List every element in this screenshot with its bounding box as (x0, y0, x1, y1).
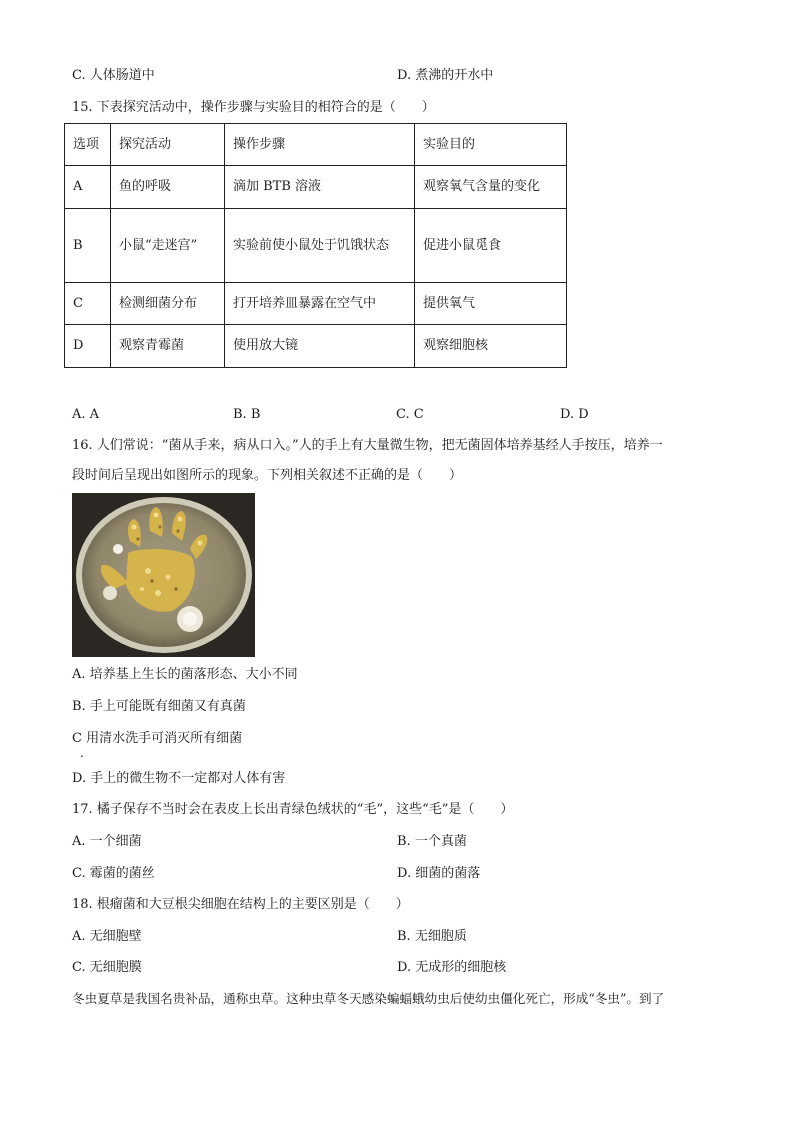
table-header-cell: 选项 (65, 124, 111, 166)
q16-option-d: D. 手上的微生物不一定都对人体有害 (72, 771, 286, 786)
q15-option-b: B. B (233, 407, 261, 422)
table-row (65, 283, 567, 325)
table-header-cell: 探究活动 (111, 124, 225, 166)
q14-option-d: D. 煮沸的开水中 (397, 68, 494, 83)
table-cell: 检测细菌分布 (111, 283, 225, 325)
passage-line1: 冬虫夏草是我国名贵补品，通称虫草。这种虫草冬天感染蝙蝠蛾幼虫后使幼虫僵化死亡，形成“冬虫”。到了 (72, 991, 665, 1006)
table-row (65, 209, 567, 283)
petri-dish-handprint-image (72, 493, 255, 657)
q16-stem-line1: 16. 人们常说：“菌从手来，病从口入。”人的手上有大量微生物，把无菌固体培养基经人手按压，培养一 (72, 438, 663, 453)
table-header-row (65, 124, 567, 166)
q15-stem: 15. 下表探究活动中，操作步骤与实验目的相符合的是（ ） (72, 100, 435, 115)
q17-option-b: B. 一个真菌 (397, 834, 467, 849)
q16-option-a: A. 培养基上生长的菌落形态、大小不同 (72, 667, 298, 682)
q17-stem: 17. 橘子保存不当时会在表皮上长出青绿色绒状的“毛”，这些“毛”是（ ） (72, 802, 514, 817)
table-row (65, 166, 567, 209)
table-cell: 实验前使小鼠处于饥饿状态 (225, 209, 415, 283)
table-cell: 观察青霉菌 (111, 325, 225, 368)
q17-option-a: A. 一个细菌 (72, 834, 142, 849)
q18-option-c: C. 无细胞膜 (72, 960, 142, 975)
q16-stem-line2: 段时间后呈现出如图所示的现象。下列相关叙述不正确的是（ ） (72, 468, 463, 483)
table-cell: 鱼的呼吸 (111, 166, 225, 209)
table-row (65, 325, 567, 368)
table-cell: 观察氧气含量的变化 (415, 166, 567, 209)
q18-option-d: D. 无成形的细胞核 (397, 960, 507, 975)
q18-option-a: A. 无细胞壁 (72, 929, 142, 944)
table-cell: 提供氧气 (415, 283, 567, 325)
q15-option-a: A. A (72, 407, 100, 422)
table-cell: 滴加 BTB 溶液 (225, 166, 415, 209)
q15-option-c: C. C (396, 407, 424, 422)
q14-option-c: C. 人体肠道中 (72, 68, 155, 83)
q17-option-d: D. 细菌的菌落 (397, 866, 481, 881)
table-cell: 促进小鼠觅食 (415, 209, 567, 283)
table-cell: 使用放大镜 (225, 325, 415, 368)
q16-option-b: B. 手上可能既有细菌又有真菌 (72, 699, 246, 714)
table-cell: C (65, 283, 111, 325)
stray-mark: . (80, 746, 84, 760)
q15-option-d: D. D (560, 407, 589, 422)
table-cell: 打开培养皿暴露在空气中 (225, 283, 415, 325)
table-cell: D (65, 325, 111, 368)
q18-option-b: B. 无细胞质 (397, 929, 467, 944)
table-cell: 小鼠“走迷宫” (111, 209, 225, 283)
table-header-cell: 操作步骤 (225, 124, 415, 166)
q15-table (64, 123, 567, 368)
table-cell: 观察细胞核 (415, 325, 567, 368)
table-cell: A (65, 166, 111, 209)
q17-option-c: C. 霉菌的菌丝 (72, 866, 155, 881)
table-cell: B (65, 209, 111, 283)
q16-option-c: C 用清水洗手可消灭所有细菌 (72, 731, 243, 746)
q18-stem: 18. 根瘤菌和大豆根尖细胞在结构上的主要区别是（ ） (72, 897, 409, 912)
table-header-cell: 实验目的 (415, 124, 567, 166)
